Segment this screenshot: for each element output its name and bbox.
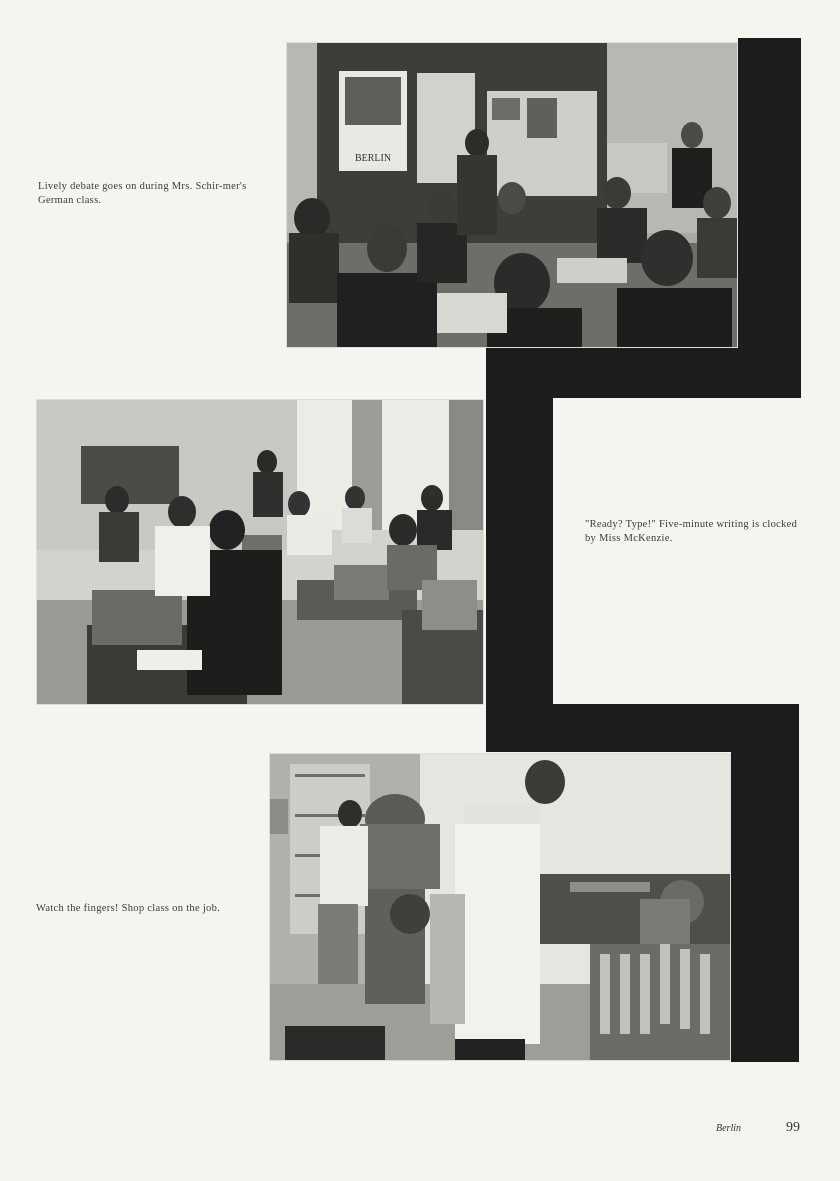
- photo-typing-class: [36, 399, 484, 705]
- poster-berlin-text: BERLIN: [354, 153, 392, 164]
- caption-shop-class: Watch the fingers! Shop class on the job.: [36, 903, 221, 914]
- page-number: 99: [786, 1120, 800, 1135]
- caption-german-class: Lively debate goes on during Mrs. Schir-mer's German class.: [38, 181, 247, 206]
- black-band-left-vertical: [486, 348, 553, 748]
- footer-section-name: Berlin: [716, 1123, 741, 1134]
- caption-typing-class: "Ready? Type!" Five-minute writing is clocked by Miss McKenzie.: [585, 519, 798, 544]
- photo-german-class: [286, 42, 738, 348]
- photo-shop-class: [269, 753, 731, 1061]
- black-band-right-bottom: [731, 704, 799, 1062]
- black-band-top: [738, 38, 801, 398]
